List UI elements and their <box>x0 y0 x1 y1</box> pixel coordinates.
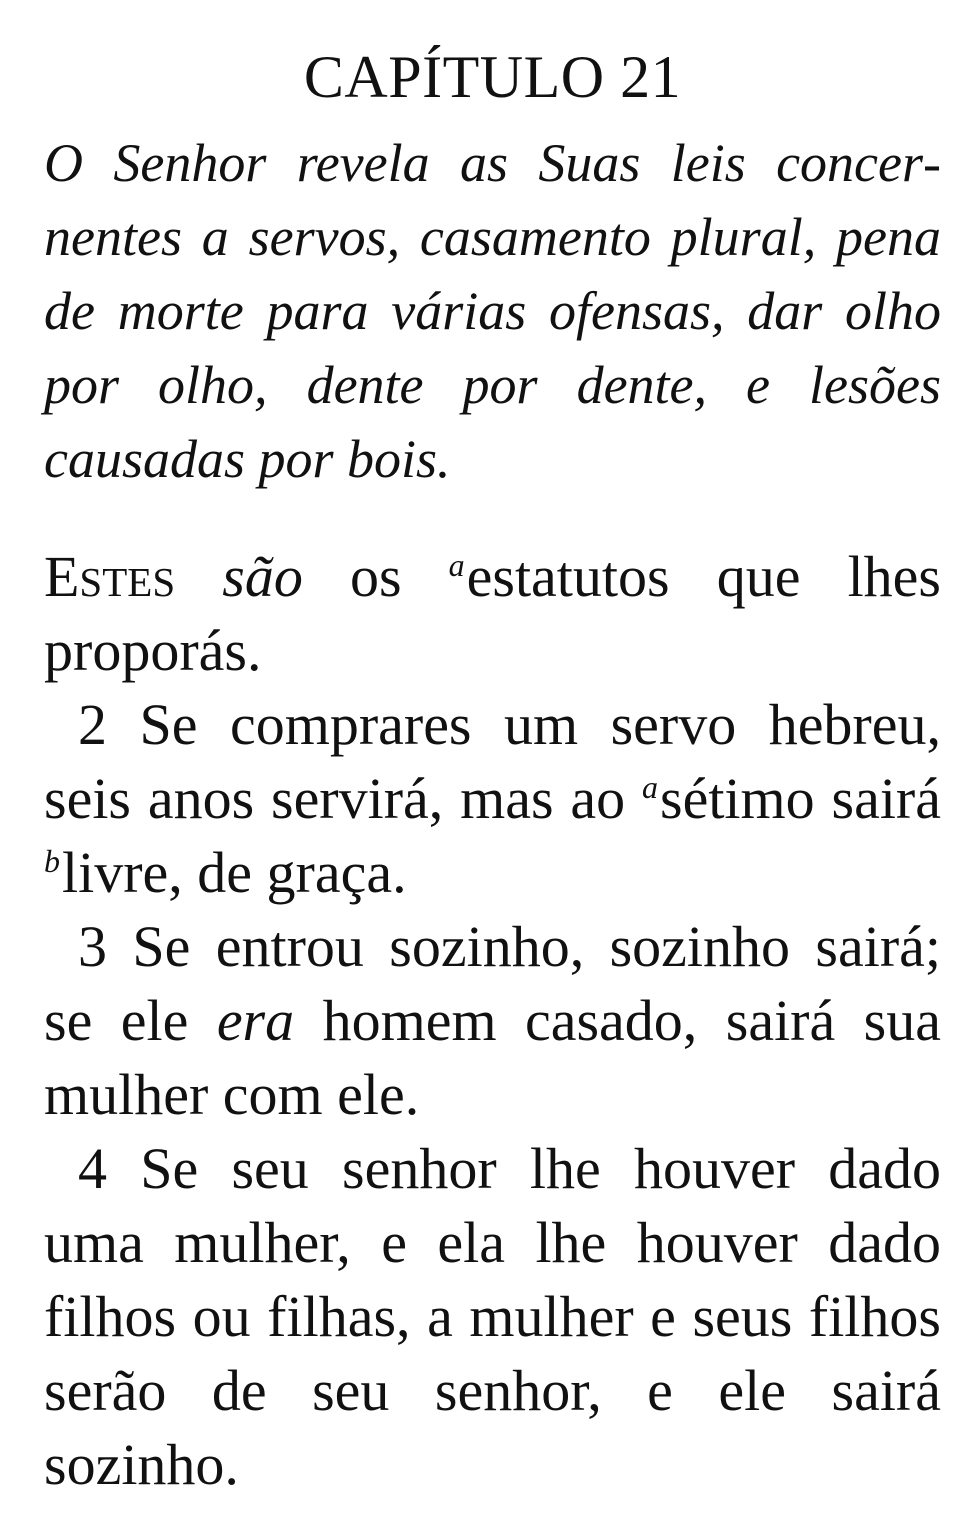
verse-1-lead-word: Estes <box>44 544 176 609</box>
verse-2-text-pre: Se comprares um servo hebreu, seis anos servirá, mas ao <box>44 692 941 831</box>
verse-4-text: Se seu senhor lhe houver dado uma mulher, e ela lhe houver dado filhos ou filhas, a mulher e seus filhos serão de seu senhor, e ele sairá sozinho. <box>44 1136 941 1497</box>
verse-3-text-pre: Se entrou sozinho, sozinho sairá; se ele <box>44 914 941 1053</box>
verse-list <box>44 540 941 1502</box>
verse-2-text-post: livre, de graça. <box>62 840 407 905</box>
chapter-summary: O Senhor revela as Suas leis concernentes a servos, casamento plural, pena de morte para várias ofensas, dar olho por olho, dente por dente, e lesões causadas por bois. <box>44 133 941 489</box>
footnote-marker-2b[interactable]: b <box>44 843 60 879</box>
chapter-title: CAPÍTULO 21 <box>303 44 682 110</box>
verse-2-text-mid: sétimo sairá <box>660 766 941 831</box>
verse-4-number: 4 <box>78 1136 107 1201</box>
verse-1 <box>44 540 941 688</box>
verse-1-text-pre: os <box>302 544 449 609</box>
verse-2-number: 2 <box>78 692 107 757</box>
verse-3 <box>44 910 941 1132</box>
verse-3-text-post: homem casado, sairá sua mulher com ele. <box>44 988 941 1127</box>
verse-3-number: 3 <box>78 914 107 979</box>
scripture-page <box>44 0 941 1502</box>
verse-2 <box>44 688 941 910</box>
verse-4 <box>44 1132 941 1502</box>
verse-3-italic-word: era <box>216 988 295 1053</box>
footnote-marker-2a[interactable]: a <box>642 769 658 805</box>
verse-1-italic-word: são <box>222 544 303 609</box>
verse-1-text-post: estatutos que lhes proporás. <box>44 544 941 683</box>
footnote-marker-1a[interactable]: a <box>448 547 465 583</box>
